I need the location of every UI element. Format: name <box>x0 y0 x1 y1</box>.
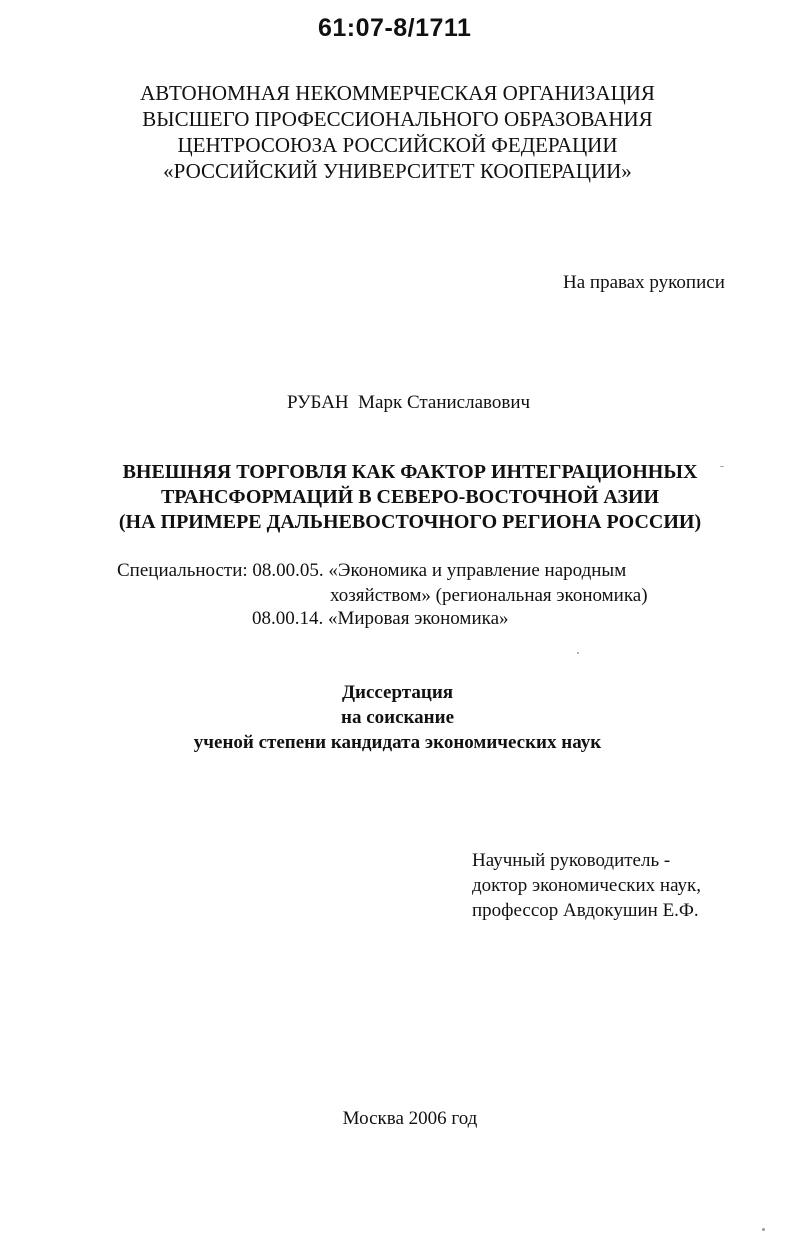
dissertation-line: ученой степени кандидата экономических наук <box>193 732 602 753</box>
title-line: ВНЕШНЯЯ ТОРГОВЛЯ КАК ФАКТОР ИНТЕГРАЦИОННЫХ <box>122 461 698 483</box>
scientific-advisor <box>472 848 701 923</box>
scan-speck <box>720 466 724 467</box>
author-name <box>287 392 530 414</box>
advisor-line: Научный руководитель - <box>472 850 671 871</box>
organization-header <box>0 80 795 184</box>
organization-line: «РОССИЙСКИЙ УНИВЕРСИТЕТ КООПЕРАЦИИ» <box>163 159 632 183</box>
rights-note: На правах рукописи <box>563 272 725 293</box>
title-line: (НА ПРИМЕРЕ ДАЛЬНЕВОСТОЧНОГО РЕГИОНА РОССИИ) <box>118 511 702 533</box>
dissertation-line: на соискание <box>341 707 454 728</box>
title-line: ТРАНСФОРМАЦИЙ В СЕВЕРО-ВОСТОЧНОЙ АЗИИ <box>160 486 660 508</box>
advisor-line: доктор экономических наук, <box>472 875 702 896</box>
scan-speck <box>762 1228 765 1231</box>
advisor-line: профессор Авдокушин Е.Ф. <box>472 900 699 921</box>
scan-speck <box>577 652 579 654</box>
dissertation-title <box>0 460 795 535</box>
city-year: Москва 2006 год <box>342 1108 478 1129</box>
dissertation-type <box>0 680 795 755</box>
specialty-line-1: Специальности: 08.00.05. «Экономика и управление народным <box>117 560 627 581</box>
specialty-line-2: хозяйством» (региональная экономика) <box>330 585 648 606</box>
organization-line: ЦЕНТРОСОЮЗА РОССИЙСКОЙ ФЕДЕРАЦИИ <box>177 133 618 157</box>
organization-line: ВЫСШЕГО ПРОФЕССИОНАЛЬНОГО ОБРАЗОВАНИЯ <box>142 107 653 131</box>
author-name-text: РУБАН Марк Станиславович <box>287 392 531 413</box>
dissertation-line: Диссертация <box>341 682 454 703</box>
specialty-line-3: 08.00.14. «Мировая экономика» <box>252 608 509 629</box>
archive-code: 61:07-8/1711 <box>318 14 472 42</box>
organization-line: АВТОНОМНАЯ НЕКОММЕРЧЕСКАЯ ОРГАНИЗАЦИЯ <box>140 81 655 105</box>
